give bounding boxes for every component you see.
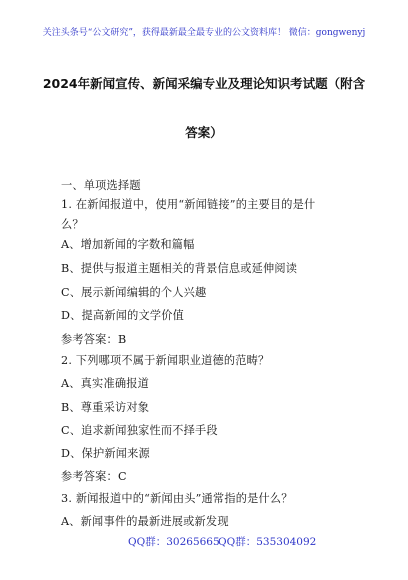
document-title: 2024年新闻宣传、新闻采编专业及理论知识考试题（附含: [42, 76, 366, 91]
question-3-text: 3. 新闻报道中的“新闻由头”通常指的是什么？: [61, 492, 293, 505]
question-1-text: 1. 在新闻报道中，使用“新闻链接”的主要目的是什: [61, 198, 316, 211]
question-1-option-b: B、提供与报道主题相关的背景信息或延伸阅读: [61, 262, 298, 275]
footer-qq-group-1: QQ群：30265665: [128, 536, 220, 548]
section-heading: 一、单项选择题: [61, 179, 141, 192]
question-2-option-a: A、真实准确报道: [61, 377, 149, 390]
question-1-answer: 参考答案：B: [61, 333, 127, 346]
header-note: 关注头条号“公文研究”，获得最新最全最专业的公文资料库！ 微信：gongwenyj: [42, 28, 366, 38]
question-1-text-continued: 么？: [61, 218, 84, 231]
question-2-option-d: D、保护新闻来源: [61, 447, 150, 460]
question-2-text: 2. 下列哪项不属于新闻职业道德的范畴？: [61, 354, 270, 367]
document-title-continued: 答案）: [185, 125, 223, 140]
question-1-option-d: D、提高新闻的文学价值: [61, 309, 185, 322]
footer-qq-group-2: QQ群：535304092: [218, 536, 317, 548]
question-3-option-a: A、新闻事件的最新进展或新发现: [61, 515, 229, 528]
question-1-option-c: C、展示新闻编辑的个人兴趣: [61, 286, 207, 299]
question-2-option-c: C、追求新闻独家性而不择手段: [61, 424, 218, 437]
question-2-option-b: B、尊重采访对象: [61, 401, 150, 414]
question-2-answer: 参考答案：C: [61, 470, 127, 483]
question-1-option-a: A、增加新闻的字数和篇幅: [61, 238, 195, 251]
